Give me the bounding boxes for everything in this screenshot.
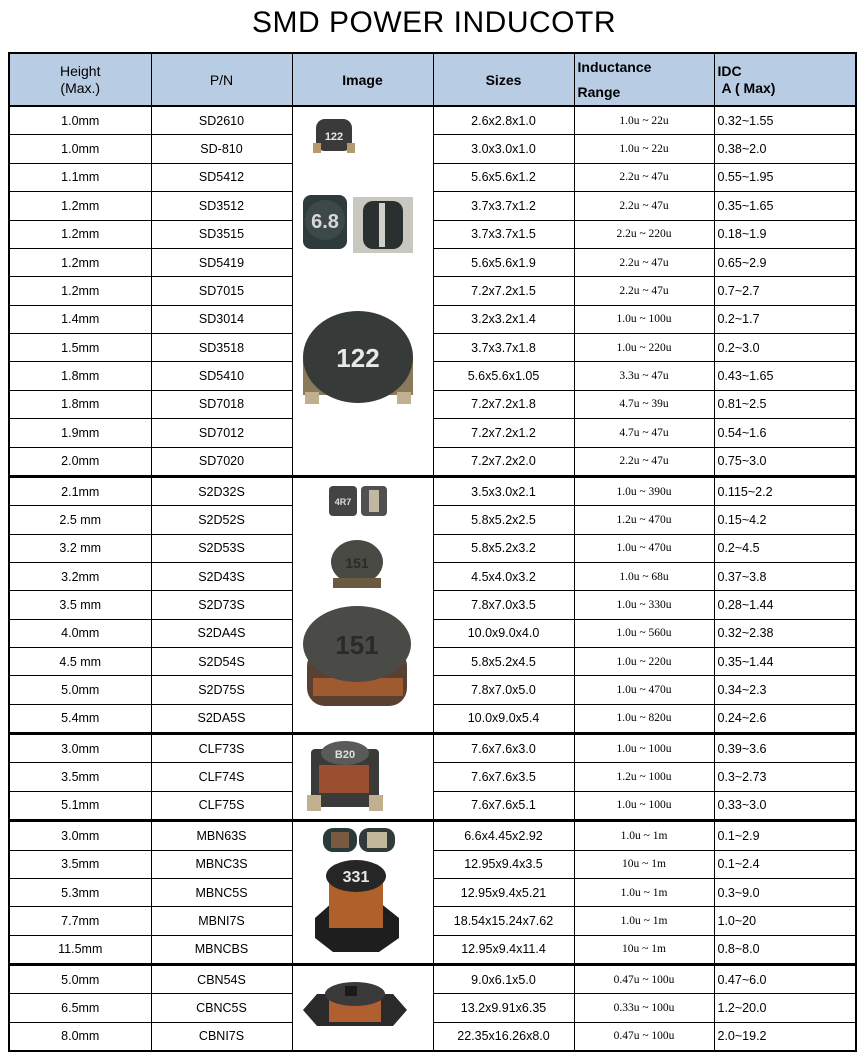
height-cell: 3.2mm <box>9 563 151 591</box>
height-cell: 5.1mm <box>9 791 151 820</box>
inductance-cell: 2.2u ~ 47u <box>574 277 714 305</box>
image-cell <box>292 965 433 1052</box>
inductance-cell: 1.0u ~ 820u <box>574 704 714 733</box>
component-marking: 4R7 <box>334 497 351 508</box>
component-marking: B20 <box>334 749 355 762</box>
inductor-icon <box>307 741 383 811</box>
size-cell: 3.0x3.0x1.0 <box>433 135 574 163</box>
height-cell: 1.9mm <box>9 419 151 447</box>
idc-cell: 0.3~9.0 <box>714 878 856 906</box>
clf-inductor-image <box>293 735 433 819</box>
pn-cell: S2D53S <box>151 534 292 562</box>
pn-cell: SD3512 <box>151 192 292 220</box>
idc-cell: 0.37~3.8 <box>714 563 856 591</box>
pn-cell: CLF75S <box>151 791 292 820</box>
height-cell: 1.0mm <box>9 106 151 135</box>
inductance-cell: 1.0u ~ 1m <box>574 907 714 935</box>
height-cell: 3.5 mm <box>9 591 151 619</box>
size-cell: 7.2x7.2x1.8 <box>433 390 574 418</box>
header-image: Image <box>292 53 433 106</box>
height-cell: 1.1mm <box>9 163 151 191</box>
size-cell: 7.6x7.6x5.1 <box>433 791 574 820</box>
height-cell: 1.2mm <box>9 220 151 248</box>
pn-cell: SD7020 <box>151 447 292 477</box>
component-marking: 151 <box>344 555 369 572</box>
inductance-cell: 1.0u ~ 22u <box>574 135 714 163</box>
inductance-cell: 0.47u ~ 100u <box>574 1022 714 1051</box>
idc-cell: 0.2~1.7 <box>714 305 856 333</box>
pn-cell: SD-810 <box>151 135 292 163</box>
height-cell: 2.0mm <box>9 447 151 477</box>
pn-cell: SD5410 <box>151 362 292 390</box>
inductance-cell: 1.0u ~ 470u <box>574 534 714 562</box>
size-cell: 5.6x5.6x1.9 <box>433 248 574 276</box>
height-cell: 3.5mm <box>9 763 151 791</box>
inductor-large-icon <box>303 606 411 706</box>
idc-cell: 0.32~2.38 <box>714 619 856 647</box>
idc-cell: 1.0~20 <box>714 907 856 935</box>
idc-cell: 0.34~2.3 <box>714 676 856 704</box>
size-cell: 5.6x5.6x1.2 <box>433 163 574 191</box>
table-row <box>9 734 856 763</box>
size-cell: 10.0x9.0x5.4 <box>433 704 574 733</box>
idc-cell: 0.35~1.44 <box>714 648 856 676</box>
height-cell: 1.8mm <box>9 362 151 390</box>
size-cell: 3.7x3.7x1.5 <box>433 220 574 248</box>
size-cell: 12.95x9.4x5.21 <box>433 878 574 906</box>
inductor-small-icon <box>329 486 387 516</box>
inductance-cell: 1.0u ~ 1m <box>574 878 714 906</box>
inductor-small-icon <box>313 119 355 153</box>
inductance-cell: 1.2u ~ 470u <box>574 506 714 534</box>
inductance-cell: 2.2u ~ 47u <box>574 163 714 191</box>
size-cell: 9.0x6.1x5.0 <box>433 965 574 994</box>
sd-inductor-image <box>293 107 433 475</box>
header-idc: IDC A ( Max) <box>714 53 856 106</box>
inductance-cell: 1.0u ~ 220u <box>574 648 714 676</box>
height-cell: 1.5mm <box>9 334 151 362</box>
size-cell: 7.2x7.2x1.2 <box>433 419 574 447</box>
pn-cell: S2D54S <box>151 648 292 676</box>
height-cell: 2.1mm <box>9 477 151 506</box>
size-cell: 13.2x9.91x6.35 <box>433 994 574 1022</box>
inductance-cell: 2.2u ~ 220u <box>574 220 714 248</box>
image-cell <box>292 477 433 734</box>
image-cell <box>292 821 433 965</box>
inductance-cell: 2.2u ~ 47u <box>574 248 714 276</box>
idc-cell: 0.75~3.0 <box>714 447 856 477</box>
size-cell: 7.8x7.0x5.0 <box>433 676 574 704</box>
inductor-icon <box>303 982 407 1026</box>
idc-cell: 0.24~2.6 <box>714 704 856 733</box>
idc-cell: 0.115~2.2 <box>714 477 856 506</box>
size-cell: 22.35x16.26x8.0 <box>433 1022 574 1051</box>
table-row <box>9 477 856 506</box>
idc-cell: 0.2~4.5 <box>714 534 856 562</box>
pn-cell: SD5419 <box>151 248 292 276</box>
pn-cell: S2DA5S <box>151 704 292 733</box>
height-cell: 4.5 mm <box>9 648 151 676</box>
inductance-cell: 1.2u ~ 100u <box>574 763 714 791</box>
table-body <box>9 106 856 1051</box>
idc-cell: 0.55~1.95 <box>714 163 856 191</box>
table-row <box>9 965 856 994</box>
inductance-cell: 4.7u ~ 47u <box>574 419 714 447</box>
size-cell: 3.7x3.7x1.8 <box>433 334 574 362</box>
inductance-cell: 0.33u ~ 100u <box>574 994 714 1022</box>
height-cell: 5.4mm <box>9 704 151 733</box>
pn-cell: S2DA4S <box>151 619 292 647</box>
idc-cell: 0.15~4.2 <box>714 506 856 534</box>
size-cell: 18.54x15.24x7.62 <box>433 907 574 935</box>
height-cell: 1.8mm <box>9 390 151 418</box>
inductance-cell: 10u ~ 1m <box>574 935 714 964</box>
pn-cell: SD7012 <box>151 419 292 447</box>
idc-cell: 0.43~1.65 <box>714 362 856 390</box>
height-cell: 1.4mm <box>9 305 151 333</box>
pn-cell: MBNC3S <box>151 850 292 878</box>
size-cell: 4.5x4.0x3.2 <box>433 563 574 591</box>
idc-cell: 0.8~8.0 <box>714 935 856 964</box>
size-cell: 10.0x9.0x4.0 <box>433 619 574 647</box>
idc-cell: 0.32~1.55 <box>714 106 856 135</box>
size-cell: 7.6x7.6x3.0 <box>433 734 574 763</box>
cbn-inductor-image <box>293 966 433 1050</box>
height-cell: 3.0mm <box>9 734 151 763</box>
header-inductance: Inductance Range <box>574 53 714 106</box>
inductance-cell: 0.47u ~ 100u <box>574 965 714 994</box>
header-height: Height (Max.) <box>9 53 151 106</box>
pn-cell: SD5412 <box>151 163 292 191</box>
pn-cell: S2D75S <box>151 676 292 704</box>
idc-cell: 0.81~2.5 <box>714 390 856 418</box>
size-cell: 7.2x7.2x1.5 <box>433 277 574 305</box>
table-row <box>9 106 856 135</box>
inductance-cell: 1.0u ~ 1m <box>574 821 714 850</box>
pn-cell: MBNC5S <box>151 878 292 906</box>
height-cell: 11.5mm <box>9 935 151 964</box>
height-cell: 2.5 mm <box>9 506 151 534</box>
height-cell: 3.0mm <box>9 821 151 850</box>
size-cell: 5.6x5.6x1.05 <box>433 362 574 390</box>
idc-cell: 0.1~2.9 <box>714 821 856 850</box>
inductance-cell: 1.0u ~ 470u <box>574 676 714 704</box>
component-marking: 6.8 <box>310 211 339 233</box>
idc-cell: 0.38~2.0 <box>714 135 856 163</box>
pn-cell: CBN54S <box>151 965 292 994</box>
size-cell: 5.8x5.2x3.2 <box>433 534 574 562</box>
pn-cell: MBNI7S <box>151 907 292 935</box>
height-cell: 4.0mm <box>9 619 151 647</box>
image-cell <box>292 734 433 821</box>
inductance-cell: 1.0u ~ 100u <box>574 305 714 333</box>
pn-cell: SD2610 <box>151 106 292 135</box>
header-row <box>9 53 856 106</box>
height-cell: 5.0mm <box>9 676 151 704</box>
size-cell: 5.8x5.2x4.5 <box>433 648 574 676</box>
size-cell: 7.8x7.0x3.5 <box>433 591 574 619</box>
inductor-medium-icon <box>303 195 413 253</box>
pn-cell: MBN63S <box>151 821 292 850</box>
size-cell: 7.6x7.6x3.5 <box>433 763 574 791</box>
component-marking: 122 <box>335 343 380 373</box>
inductor-table <box>8 52 857 1052</box>
idc-cell: 2.0~19.2 <box>714 1022 856 1051</box>
pn-cell: S2D43S <box>151 563 292 591</box>
height-cell: 5.0mm <box>9 965 151 994</box>
component-marking: 122 <box>324 131 343 143</box>
height-cell: 1.2mm <box>9 277 151 305</box>
page-title: SMD POWER INDUCOTR <box>252 6 616 39</box>
pn-cell: SD7015 <box>151 277 292 305</box>
pn-cell: CLF73S <box>151 734 292 763</box>
height-cell: 8.0mm <box>9 1022 151 1051</box>
idc-cell: 0.3~2.73 <box>714 763 856 791</box>
height-cell: 3.5mm <box>9 850 151 878</box>
image-cell <box>292 106 433 477</box>
s2d-inductor-image <box>293 478 433 732</box>
inductance-cell: 4.7u ~ 39u <box>574 390 714 418</box>
inductor-large-icon <box>303 311 413 404</box>
inductance-cell: 1.0u ~ 22u <box>574 106 714 135</box>
pn-cell: S2D73S <box>151 591 292 619</box>
inductance-cell: 10u ~ 1m <box>574 850 714 878</box>
idc-cell: 0.65~2.9 <box>714 248 856 276</box>
pn-cell: CBNI7S <box>151 1022 292 1051</box>
idc-cell: 1.2~20.0 <box>714 994 856 1022</box>
height-cell: 1.2mm <box>9 192 151 220</box>
inductor-small-icon <box>323 828 395 852</box>
pn-cell: CBNC5S <box>151 994 292 1022</box>
idc-cell: 0.2~3.0 <box>714 334 856 362</box>
component-marking: 331 <box>342 869 369 887</box>
inductance-cell: 1.0u ~ 560u <box>574 619 714 647</box>
pn-cell: S2D32S <box>151 477 292 506</box>
inductance-cell: 1.0u ~ 68u <box>574 563 714 591</box>
header-pn: P/N <box>151 53 292 106</box>
idc-cell: 0.39~3.6 <box>714 734 856 763</box>
size-cell: 3.7x3.7x1.2 <box>433 192 574 220</box>
height-cell: 1.0mm <box>9 135 151 163</box>
inductance-cell: 1.0u ~ 390u <box>574 477 714 506</box>
size-cell: 12.95x9.4x3.5 <box>433 850 574 878</box>
height-cell: 3.2 mm <box>9 534 151 562</box>
idc-cell: 0.1~2.4 <box>714 850 856 878</box>
idc-cell: 0.54~1.6 <box>714 419 856 447</box>
pn-cell: CLF74S <box>151 763 292 791</box>
size-cell: 7.2x7.2x2.0 <box>433 447 574 477</box>
inductor-medium-icon <box>331 540 383 588</box>
header-sizes: Sizes <box>433 53 574 106</box>
size-cell: 5.8x5.2x2.5 <box>433 506 574 534</box>
pn-cell: S2D52S <box>151 506 292 534</box>
inductance-cell: 2.2u ~ 47u <box>574 192 714 220</box>
idc-cell: 0.33~3.0 <box>714 791 856 820</box>
height-cell: 6.5mm <box>9 994 151 1022</box>
pn-cell: SD3518 <box>151 334 292 362</box>
inductance-cell: 3.3u ~ 47u <box>574 362 714 390</box>
size-cell: 2.6x2.8x1.0 <box>433 106 574 135</box>
pn-cell: MBNCBS <box>151 935 292 964</box>
inductance-cell: 2.2u ~ 47u <box>574 447 714 477</box>
size-cell: 3.5x3.0x2.1 <box>433 477 574 506</box>
table-row <box>9 821 856 850</box>
inductance-cell: 1.0u ~ 220u <box>574 334 714 362</box>
idc-cell: 0.47~6.0 <box>714 965 856 994</box>
height-cell: 5.3mm <box>9 878 151 906</box>
height-cell: 1.2mm <box>9 248 151 276</box>
idc-cell: 0.18~1.9 <box>714 220 856 248</box>
inductance-cell: 1.0u ~ 100u <box>574 734 714 763</box>
height-cell: 7.7mm <box>9 907 151 935</box>
inductor-large-icon <box>315 860 399 952</box>
pn-cell: SD3515 <box>151 220 292 248</box>
mbn-inductor-image <box>293 822 433 963</box>
component-marking: 151 <box>334 630 379 661</box>
inductance-cell: 1.0u ~ 330u <box>574 591 714 619</box>
inductance-cell: 1.0u ~ 100u <box>574 791 714 820</box>
idc-cell: 0.35~1.65 <box>714 192 856 220</box>
size-cell: 12.95x9.4x11.4 <box>433 935 574 964</box>
idc-cell: 0.7~2.7 <box>714 277 856 305</box>
size-cell: 6.6x4.45x2.92 <box>433 821 574 850</box>
size-cell: 3.2x3.2x1.4 <box>433 305 574 333</box>
pn-cell: SD3014 <box>151 305 292 333</box>
pn-cell: SD7018 <box>151 390 292 418</box>
idc-cell: 0.28~1.44 <box>714 591 856 619</box>
